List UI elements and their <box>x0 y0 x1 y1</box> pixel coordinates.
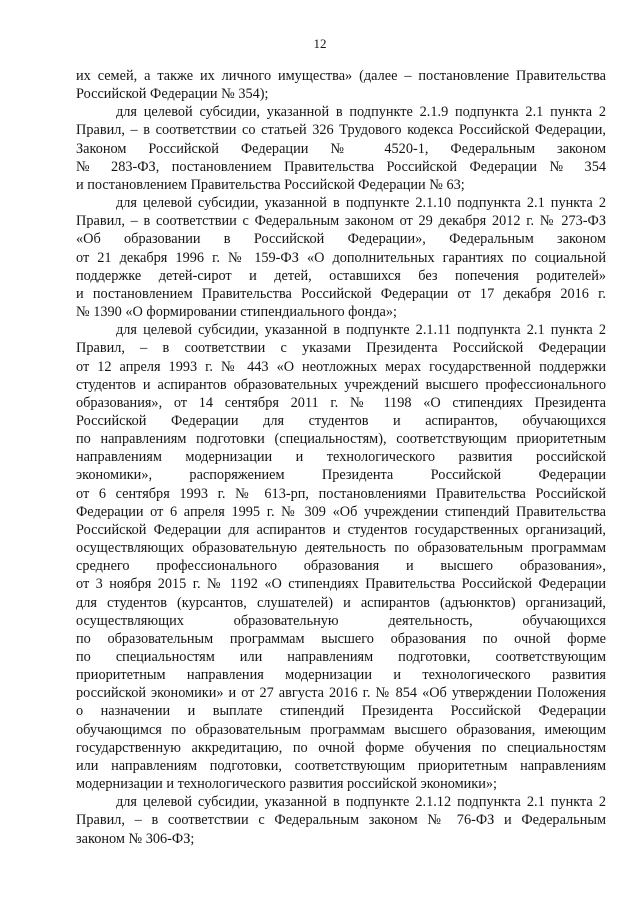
page-number: 12 <box>313 36 327 51</box>
text-line: направлениям модернизации и технологического развития российской <box>76 449 606 466</box>
paragraph-p3 <box>76 321 606 793</box>
text-line: для целевой субсидии, указанной в подпункте 2.1.12 подпункта 2.1 пункта 2 <box>116 794 606 811</box>
text-line: № 1390 «О формировании стипендиального фонда»; <box>76 304 397 321</box>
text-line: российской экономики» и от 27 августа 2016 г. № 854 «Об утверждении Положения <box>76 685 606 702</box>
text-line: и постановлением Правительства Российской Федерации № 63; <box>76 176 465 193</box>
text-line: по образовательным программам высшего образования по очной форме <box>76 630 606 647</box>
text-line: или направлениям подготовки, соответствующим приоритетным направлениям <box>76 757 606 774</box>
text-line: Федерации от 6 апреля 1995 г. № 309 «Об учреждении стипендий Правительства <box>76 503 606 520</box>
text-line: «Об образовании в Российской Федерации», Федеральным законом <box>76 231 606 248</box>
text-line: Правил, – в соответствии с Федеральным законом от 29 декабря 2012 г. № 273-ФЗ <box>76 213 606 230</box>
text-line: по специальностям или направлениям подготовки, соответствующим <box>76 649 606 665</box>
text-line: Российской Федерации для аспирантов и студентов государственных организаций, <box>76 521 606 538</box>
text-line: экономики», распоряжением Президента Российской Федерации <box>76 467 606 484</box>
paragraph-p2 <box>76 194 606 321</box>
text-line: № 283-ФЗ, постановлением Правительства Российской Федерации № 354 <box>76 158 606 175</box>
text-line: Правил, – в соответствии с указами Президента Российской Федерации <box>76 340 606 357</box>
text-line: для целевой субсидии, указанной в подпункте 2.1.9 подпункта 2.1 пункта 2 <box>116 104 606 121</box>
text-line: по направлениям подготовки (специальностям), соответствующим приоритетным <box>76 431 606 448</box>
text-line: государственную аккредитацию, по очной форме обучения по специальностям <box>76 739 606 756</box>
text-line: от 12 апреля 1993 г. № 443 «О неотложных мерах государственной поддержки <box>76 358 606 375</box>
text-line: приоритетным направления модернизации и технологического развития <box>76 667 606 684</box>
text-line: от 21 декабря 1996 г. № 159-ФЗ «О дополнительных гарантиях по социальной <box>76 249 606 266</box>
text-line: Правил, – в соответствии со статьей 326 Трудового кодекса Российской Федерации, <box>76 122 606 139</box>
text-line: Законом Российской Федерации № 4520-1, Федеральным законом <box>76 140 606 157</box>
text-line: для целевой субсидии, указанной в подпункте 2.1.10 подпункта 2.1 пункта 2 <box>116 195 606 212</box>
text-line: студентов и аспирантов образовательных учреждений высшего профессионального <box>76 376 606 393</box>
text-line: модернизации и технологического развития российской экономики»; <box>76 776 498 793</box>
text-line: обучающимся по образовательным программам высшего образования, имеющим <box>76 721 606 738</box>
paragraph-p0 <box>76 67 606 103</box>
text-line: поддержке детей-сирот и детей, оставшихся без попечения родителей» <box>76 267 606 284</box>
text-line: от 3 ноября 2015 г. № 1192 «О стипендиях Правительства Российской Федерации <box>76 576 606 593</box>
document-body <box>76 67 606 848</box>
text-line: для целевой субсидии, указанной в подпункте 2.1.11 подпункта 2.1 пункта 2 <box>116 322 606 339</box>
text-line: от 6 сентября 1993 г. № 613-рп, постановлениями Правительства Российской <box>76 485 606 502</box>
text-line: среднего профессионального образования и высшего образования», <box>76 558 606 575</box>
text-line: образования», от 14 сентября 2011 г. № 1198 «О стипендиях Президента <box>76 394 606 411</box>
text-line: осуществляющих образовательную деятельность, обучающихся <box>76 612 606 629</box>
paragraph-p1 <box>76 103 606 194</box>
text-line: о назначении и выплате стипендий Президента Российской Федерации <box>76 703 606 720</box>
paragraph-p4 <box>76 793 606 847</box>
text-line: для студентов (курсантов, слушателей) и аспирантов (адъюнктов) организаций, <box>76 594 606 611</box>
text-line: и постановлением Правительства Российской Федерации от 17 декабря 2016 г. <box>76 285 606 302</box>
text-line: Российской Федерации № 354); <box>76 86 269 103</box>
text-line: осуществляющих образовательную деятельность по образовательным программам <box>76 540 606 557</box>
text-line: законом № 306-ФЗ; <box>76 830 195 847</box>
text-line: Правил, – в соответствии с Федеральным законом № 76-ФЗ и Федеральным <box>76 812 606 829</box>
text-line: их семей, а также их личного имущества» (далее – постановление Правительства <box>76 68 606 84</box>
text-line: Российской Федерации для студентов и аспирантов, обучающихся <box>76 412 606 429</box>
